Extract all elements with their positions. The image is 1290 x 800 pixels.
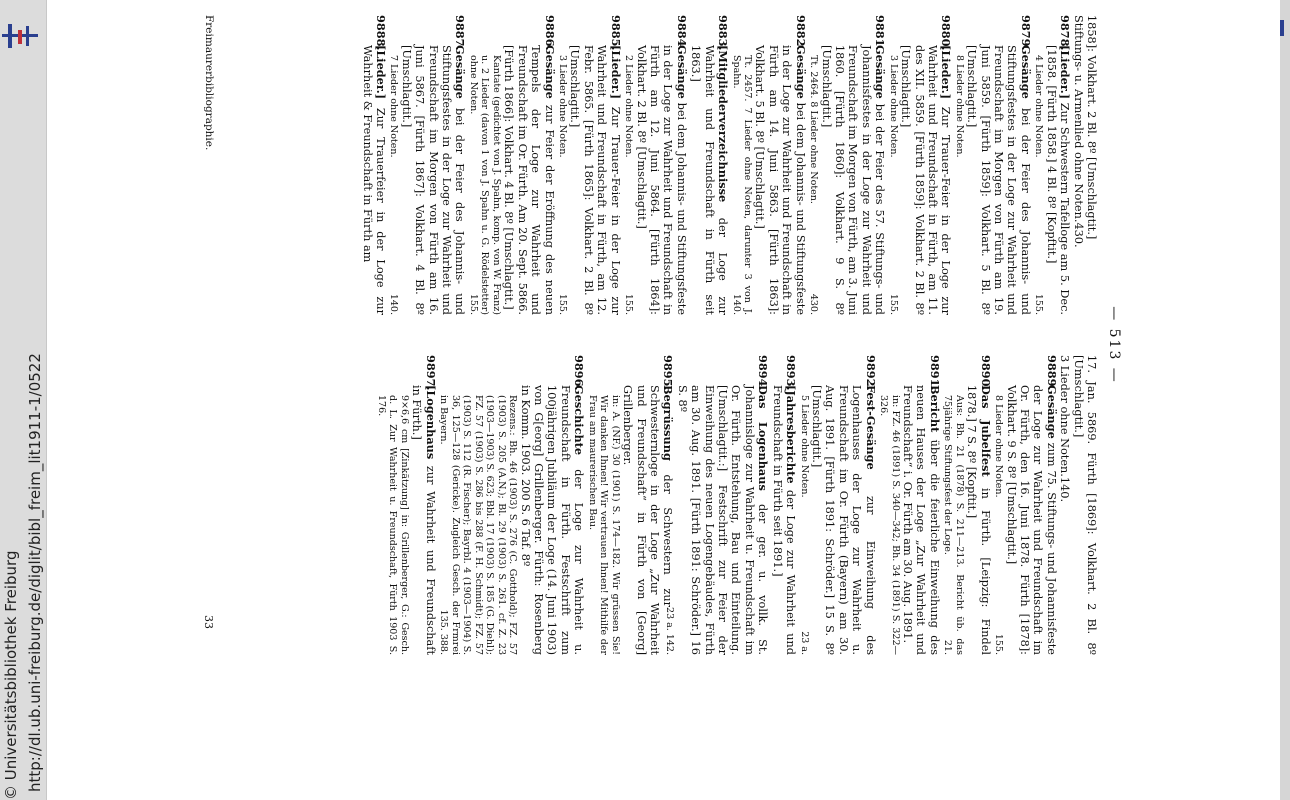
entry-note: 5 Lieder ohne Noten. 23 a. (798, 395, 810, 655)
bibliography-entry (993, 355, 1058, 655)
entry-ref: 155. (557, 293, 569, 315)
bibliography-entry (557, 15, 622, 315)
entry-note: Tt. 2464. 8 Lieder ohne Noten. 430. (808, 55, 820, 315)
entry-number: 9889. (1044, 355, 1059, 391)
entry-number: 9894. (756, 355, 771, 391)
entry-text: Zur Trauerfeier in der Loge zur Wahrheit & Freundschaft in Fürth am (360, 45, 387, 315)
entry-note: Kantate (gedichtet von J. Spahn, komp. von W. Franz) u. 2 Lieder (davon 1 von J. Spahn u. G. Rödelstetter) ohne Noten. 155. (467, 55, 502, 315)
source-url[interactable]: http://dl.ub.uni-freiburg.de/diglit/bibl_freim_lit1911-1/0522 (26, 353, 44, 792)
entry-number: 9896. (572, 355, 587, 391)
entry-number: 9886. (542, 15, 557, 51)
bibliography-entry (375, 355, 436, 655)
continuation-text: 17. Jan. 5869. Fürth [1869]: Volkhart. 2 Bl. 8º [Umschlagtit.] 3 Lieder ohne Noten.140. (1058, 355, 1098, 655)
entry-title: Gesänge (453, 45, 468, 99)
bibliography-entry (808, 15, 887, 315)
entry-text: Zur Trauer-Feier in der Loge zur Wahrheit und Freundschaft in Fürth, am 11. des XII. 5859. [Fürth 1859]: Volkhart. 2 Bl. 8º [Umschlagtit.] (899, 45, 953, 315)
viewer-sidebar (0, 0, 47, 800)
footer-title: Freimaurerbibliographie. (203, 15, 215, 151)
entry-number: 9884. (674, 15, 689, 51)
entry-title: [Lieder.] (939, 45, 954, 100)
entry-title: Das Jubelfest (978, 385, 993, 477)
entry-title: Geschichte (572, 385, 587, 456)
bibliography-entry (942, 355, 992, 655)
continuation-text: 1858]: Volkhart. 2 Bl. 8º [Umschlagtit.] Stiftungs- u. Armenlied ohne Noten.430. (1071, 15, 1098, 248)
entry-number: 9895. (661, 355, 676, 391)
bibliography-entry (1033, 15, 1071, 315)
entry-title: [Lieder.] (373, 45, 388, 100)
entry-note: Rezens.: Bh. 46 (1903) S. 276 (C. Gotthold); FZ. 57 (1903) S. 205 (A.N.); Bl. 29 (1903) S. 261. cf. Z. 23 (1903—1903) S. 623; Bbl. 17 (1903) S. 185 (G. Diehl); FZ. 57 (1903) S. 286 bis 288 (F. H. Schmidt); FZ. 57 (1903) S. 112 (R. Fischer); Bayrbl. 4 (1903—1904) S. 36, 125—128 (Gericke). Zugleich Gesch. der Frmrei in Bayern. 135. 388. (438, 395, 519, 655)
entry-note: 3 Lieder ohne Noten. 155. (557, 55, 569, 315)
left-column (359, 15, 1098, 315)
entry-ref: 155. (467, 293, 479, 315)
entry-number: 9897. (423, 355, 438, 391)
entry-text: zur Einweihung des Logenhauses der Loge zur Wahrheit u. Freundschaft im Or. Fürth (Bayern) am 30. Aug. 1891. [Fürth 1891: Schröder.] 15 S. 8º [Umschlagtit.] (810, 385, 877, 656)
entry-ref: 23 a. 142. (664, 607, 676, 655)
entry-text: bei der Feier des 57. Stiftungs- und Johannisfestes in der Loge zur Wahrheit und Freundschaft im Morgen von Fürth, am 3. Juni 1860. [Fürth 1860]: Volkhart. 9 S. 8º [Umschlagtit.] (819, 45, 887, 315)
entry-number: 9878. (1058, 15, 1073, 51)
entry-number: 9882. (793, 15, 808, 51)
entry-text: in Fürth. [Leipzig: Findel 1878.] 7 S. 8º [Kopftit.] (965, 385, 992, 655)
entry-number: 9880. (939, 15, 954, 51)
entry-title: [Mitgliederverzeichnisse (716, 45, 731, 203)
entry-title: Gesänge (793, 45, 808, 99)
bibliography-entry (623, 15, 688, 315)
entry-ref: 430. (808, 293, 820, 315)
entry-title: Begrüssung (661, 385, 676, 461)
entry-text: Zur Trauer-Feier in der Loge zur Wahrheit und Freundschaft in Fürth, am 12. Febr. 5865. [Fürth 1865]: Volkhart. 2 Bl. 8º [Umschlagtit.] (568, 45, 622, 315)
entry-text: der Schwestern zur Schwesternloge in der Loge „Zur Wahrheit und Freundschaft“ in Fürth von [Georg] Grillenberger. (621, 385, 675, 655)
entry-note: 2 Lieder ohne Noten. 155. (623, 55, 635, 315)
right-scrollbar[interactable] (1280, 0, 1290, 800)
entry-text: bei dem Johannis- und Stiftungsfeste in der Loge zur Wahrheit und Freundschaft in Fürth am 12. Juni 5864. [Fürth 1864]: Volkhart. 2 Bl. 8º [Umschlagtit.] (634, 45, 688, 315)
entry-note: Aus: Bh. 21 (1878) S. 211—213. Bericht üb. das 75jährige Stiftungsfest der Loge. 21. (942, 395, 965, 655)
entry-title: Bericht (927, 385, 942, 433)
entry-number: 9887. (453, 15, 468, 51)
entry-title: Gesänge (674, 45, 689, 99)
bibliography-entry (438, 355, 586, 655)
entry-text: zum 75. Stiftungs- und Johannisfeste der Loge zur Wahrheit und Freundschaft im Or. Fürth, den 16. Juni 1878. Fürth [1878]: Volkhart. 9 S. 8º [Umschlagtit.] (1004, 385, 1058, 655)
bibliography-entry (467, 15, 555, 315)
entry-note: 9×6,6 cm [Zinkätzung] in: Grillenberger, G.: Gesch. d. L. Zur Wahrheit u. Freundschaft, Fürth 1903 S. 176. (375, 395, 410, 655)
entry-ref: 135. 388. (438, 609, 450, 655)
page-number: — 513 — (1106, 306, 1122, 384)
bibliography-entry (388, 15, 467, 315)
entry-text: bei der Feier des Johannis- und Stiftungsfestes in der Loge zur Wahrheit und Freundschaft im Morgen von Fürth am 19. Juni 5859. [Fürth 1859]: Volkhart. 5 Bl. 8º [Umschlagtit.] (965, 45, 1032, 315)
entry-text: der ger. u. vollk. St. Johannisloge zur Wahrheit u. Freundschaft im Or. Fürth. Entstehung, Bau und Einteilung. [Umschlagtit.:] Festschrift zur Feier der Einweihung des neuen Logengebäudes, Fürth am 30. Aug. 1891. [Fürth 1891: Schröder.] 16 S. 8º (675, 385, 770, 655)
entry-title: [Jahresberichte (784, 385, 799, 484)
entry-number: 9893. (784, 355, 799, 391)
bibliography-entry (878, 355, 941, 655)
entry-text: bei der Feier des Johannis- und Stiftungsfestes in der Loge zur Wahrheit und Freundschaft im Morgen von Fürth am 16. Juni 5867. [Fürth 1867]: Volkhart. 4 Bl. 8º [Umschlagtit.] (399, 45, 467, 315)
entry-note: in: A. (NF.) 30 (1901) S. 174—182. Wir grüssen Sie! Wir danken Ihnen! Wir vertrauen Ihnen! Mithilfe der Frau am maurerischen Bau. (586, 395, 621, 655)
bibliography-entry (887, 15, 952, 315)
bibliography-entry (689, 15, 729, 315)
bibliography-entry (730, 15, 807, 315)
entry-text: zur Feier der Eröffnung des neuen Tempels der Loge zur Wahrheit und Freundschaft im Or. Fürth. Am 20. Sept. 5866. [Fürth 1866]: Volkhart. 4 Bl. 8º [Umschlagtit.] (502, 45, 556, 315)
entry-note: in: FZ. 46 (1891) S. 340—342; Bh. 34 (1891) S. 322—326. (878, 395, 901, 655)
entry-title: [Lieder.] (608, 45, 623, 100)
entry-ref: 140. (388, 293, 400, 315)
entry-number: 9892. (863, 355, 878, 391)
right-logo-icon (1280, 20, 1286, 36)
entry-number: 9890. (978, 355, 993, 391)
entry-ref: 23 a. (798, 631, 810, 655)
entry-note: 8 Lieder ohne Noten. 155. (993, 395, 1005, 655)
scanned-page (160, 15, 1120, 675)
entry-ref: 21. (942, 639, 954, 655)
entry-number: 9885. (608, 15, 623, 51)
entry-title: Gesänge (542, 45, 557, 99)
bibliography-entry (953, 15, 1032, 315)
entry-number: 9881. (873, 15, 888, 51)
entry-note: 4 Lieder ohne Noten. 155. (1033, 55, 1045, 315)
entry-number: 9891. (927, 355, 942, 391)
entry-text: der Loge zur Wahrheit u. Freundschaft in Fürth. Festschrift zum 100jährigen Jubiläum der Loge (14. Juni 1903) von G[eorg] Grillenberger. Fürth: Rosenberg in Komm. 1903. 200 S. 6 Taf. 8º (518, 385, 586, 655)
copyright-notice: © Universitätsbibliothek Freiburg (2, 550, 20, 800)
entry-title: Gesänge (873, 45, 888, 99)
entry-note: Tt. 2457. 7 Lieder ohne Noten, darunter 3 von J. Spahn. 140. (730, 55, 754, 315)
entry-title: Gesänge (1018, 45, 1033, 99)
bibliography-entry (586, 355, 674, 655)
right-column (374, 355, 1098, 655)
bibliography-entry (360, 15, 387, 315)
bibliography-entry (798, 355, 877, 655)
entry-text: der Loge zur Wahrheit und Freundschaft in Fürth seit 1891.] (770, 385, 798, 656)
entry-note: 3 Lieder ohne Noten. 155. (887, 55, 899, 315)
entry-ref: 155. (887, 293, 899, 315)
entry-title: Fest-Gesänge (863, 385, 878, 470)
entry-text: bei dem Johannis- und Stiftungsfeste in der Loge zur Wahrheit und Freundschaft in Fürth am 14. Juni 5863. [Fürth 1863]: Volkhart. 5 Bl. 8º [Umschlagtit.] (753, 45, 807, 315)
entry-note: 7 Lieder ohne Noten. 140. (388, 55, 400, 315)
bibliography-entry (770, 355, 797, 655)
entry-note: 8 Lieder ohne Noten. (953, 55, 965, 158)
entry-ref: 155. (1033, 293, 1045, 315)
entry-number: 9879. (1018, 15, 1033, 51)
entry-title: Gesänge (1044, 385, 1059, 439)
entry-number: 9883. (716, 15, 731, 51)
entry-text: Zur Schwestern Tafelloge am 5. Dec. [1858. [Fürth 1858.] 4 Bl. 8º [Kopftit.] (1044, 45, 1072, 315)
entry-ref: 140. (730, 293, 742, 315)
entry-number: 9888. (373, 15, 388, 51)
entry-text: der Loge zur Wahrheit und Freundschaft in Fürth seit 1863.] (689, 45, 730, 315)
signature-number: 33 (202, 615, 215, 629)
entry-ref: 155. (993, 633, 1005, 655)
entry-title: [Lieder.] (1058, 45, 1073, 100)
entry-title: Das Logenhaus (756, 385, 771, 491)
entry-text: zur Wahrheit und Freundschaft in Fürth.] (410, 385, 437, 656)
entry-ref: 155. (623, 293, 635, 315)
entry-title: [Logenhaus (423, 385, 438, 460)
entry-text: über die feierliche Einweihung des neuen Hauses der Loge „Zur Wahrheit und Freundschaft“ i. Or. Fürth am 30. Aug. 1891. (901, 385, 941, 655)
